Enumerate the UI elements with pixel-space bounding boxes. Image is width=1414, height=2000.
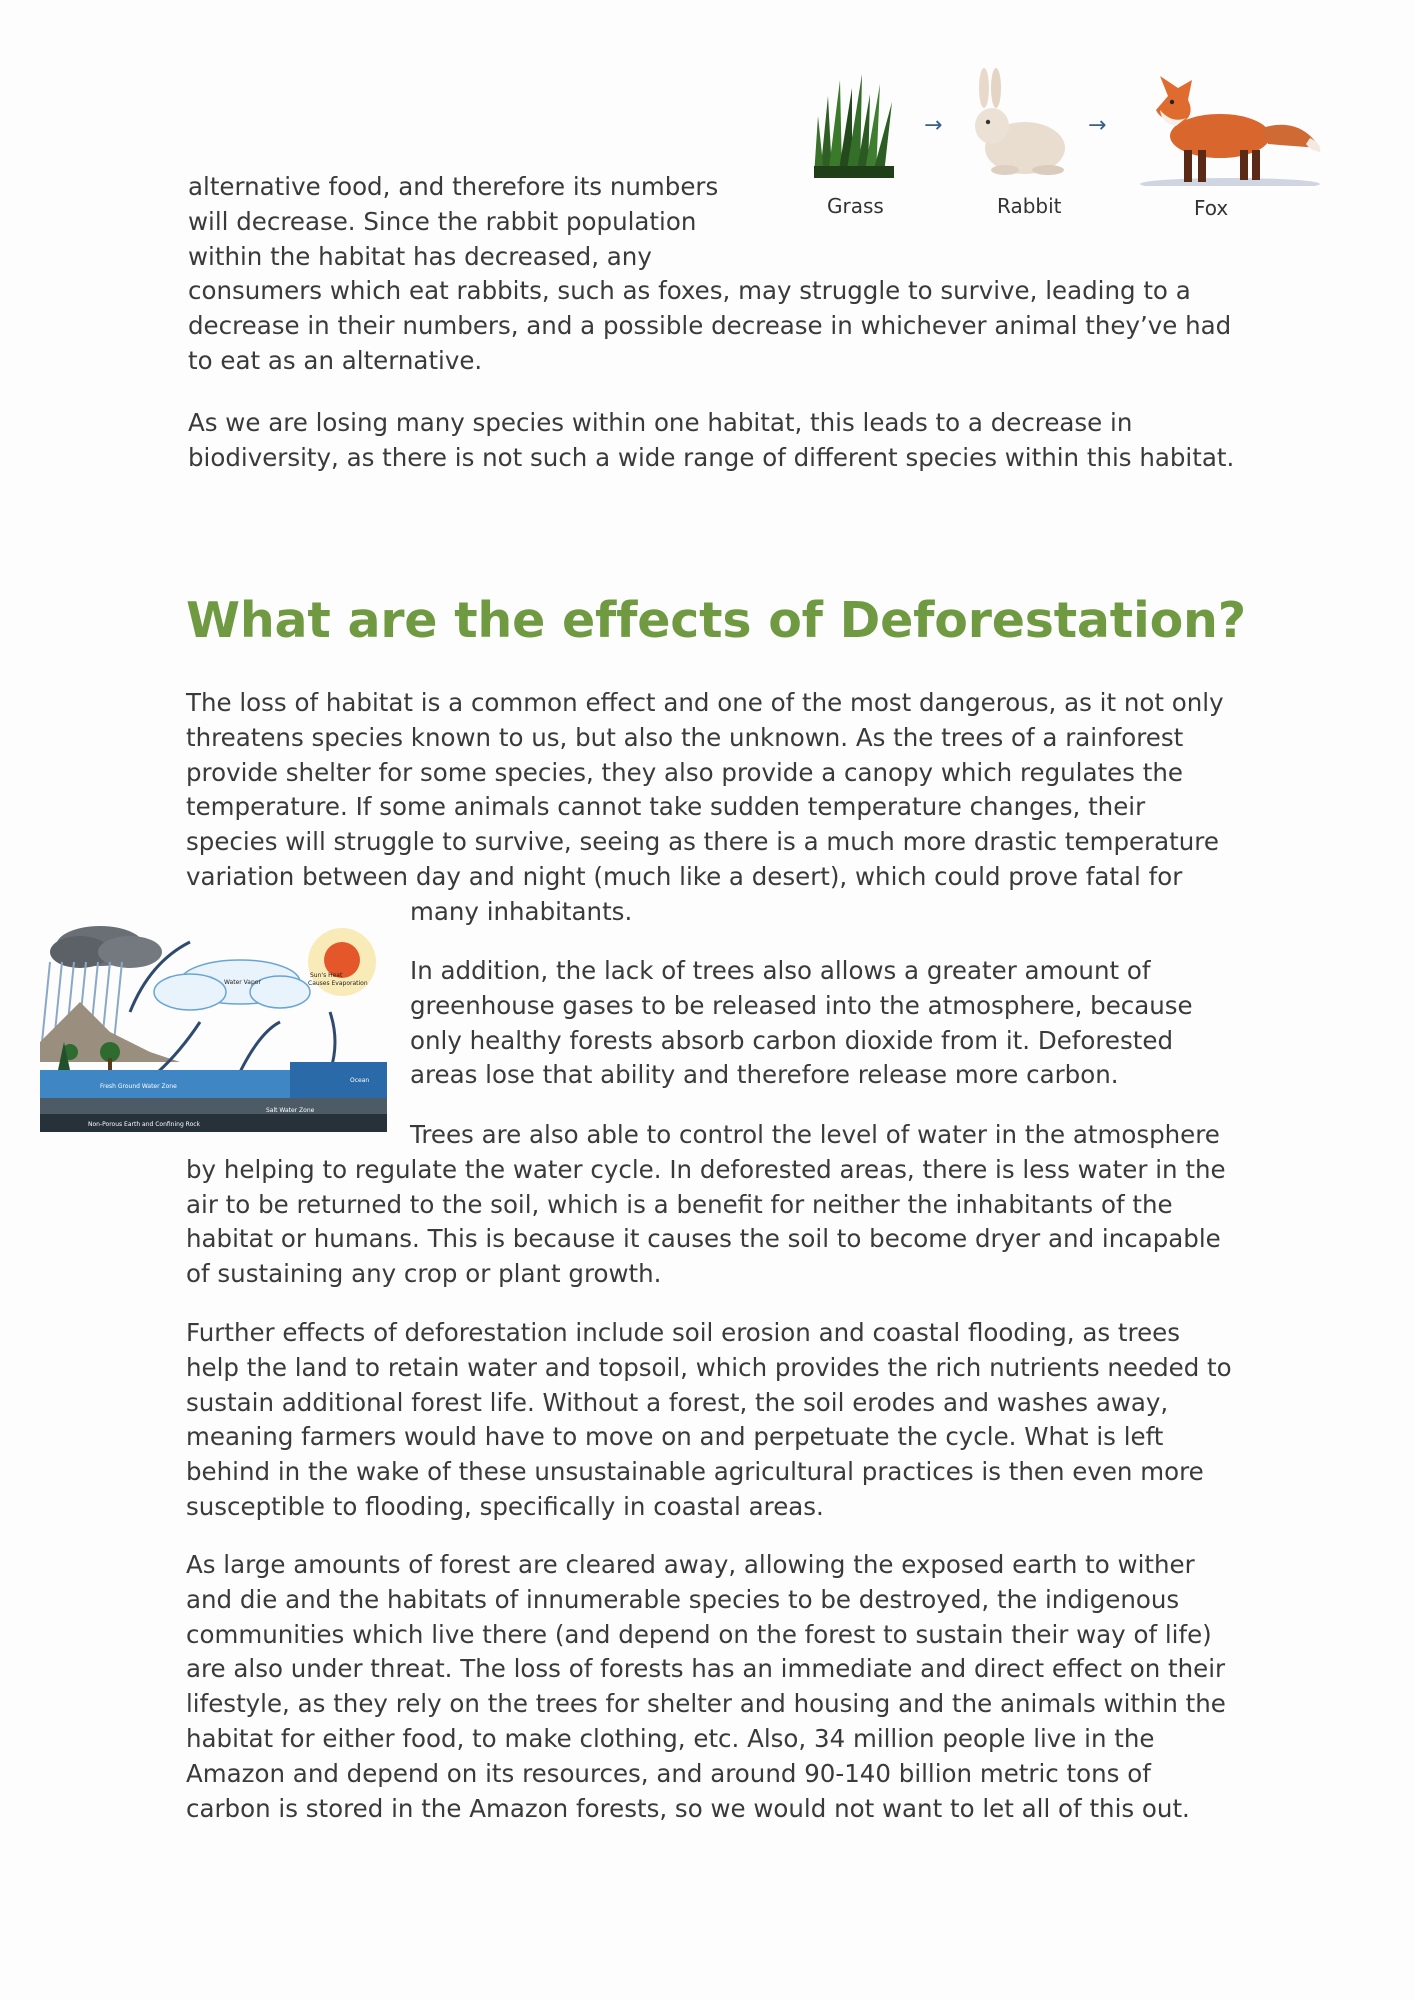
- non-porous-label: Non-Porous Earth and Confining Rock: [88, 1121, 201, 1128]
- water-cycle-paragraph: [186, 1118, 1226, 1292]
- text-line: provide shelter for some species, they also provide a canopy which regulates the: [186, 757, 1183, 787]
- habitat-paragraph: [186, 686, 1224, 930]
- text-line: to eat as an alternative.: [188, 345, 483, 375]
- erosion-paragraph: [186, 1316, 1232, 1525]
- grass-image: [814, 74, 894, 178]
- text-line: areas lose that ability and therefore release more carbon.: [410, 1060, 1119, 1090]
- text-line: air to be returned to the soil, which is a benefit for neither the inhabitants of the: [186, 1189, 1173, 1219]
- text-line: consumers which eat rabbits, such as foxes, may struggle to survive, leading to a: [188, 276, 1191, 306]
- intro-paragraph: [188, 170, 1231, 379]
- text-line: variation between day and night (much like a desert), which could prove fatal for: [186, 861, 1183, 891]
- text-line: communities which live there (and depend on the forest to sustain their way of life): [186, 1619, 1212, 1649]
- text-line: habitat or humans. This is because it causes the soil to become dryer and incapable: [186, 1224, 1221, 1254]
- water-cycle-drawing: [40, 902, 387, 1132]
- fresh-ground-water-label: Fresh Ground Water Zone: [100, 1083, 177, 1090]
- text-line: within the habitat has decreased, any: [188, 241, 652, 271]
- text-line: by helping to regulate the water cycle. In deforested areas, there is less water in the: [186, 1154, 1226, 1184]
- section-heading: What are the effects of Deforestation?: [186, 592, 1246, 649]
- text-line: susceptible to flooding, specifically in coastal areas.: [186, 1491, 824, 1521]
- text-line: habitat for either food, to make clothing, etc. Also, 34 million people live in the: [186, 1723, 1155, 1753]
- arrow-icon-1: →: [924, 113, 943, 138]
- text-line: As we are losing many species within one habitat, this leads to a decrease in: [188, 408, 1133, 437]
- text-line: As large amounts of forest are cleared away, allowing the exposed earth to wither: [186, 1550, 1195, 1579]
- greenhouse-paragraph: [410, 954, 1193, 1093]
- text-line: of sustaining any crop or plant growth.: [186, 1259, 662, 1289]
- grass-label: Grass: [827, 194, 884, 218]
- sun-heat-label: Sun's Heat: [310, 972, 343, 979]
- water-cycle-diagram: [40, 902, 387, 1132]
- text-line: help the land to retain water and topsoil, which provides the rich nutrients needed to: [186, 1352, 1232, 1382]
- text-line: many inhabitants.: [410, 896, 633, 926]
- text-line: sustain additional forest life. Without a forest, the soil erodes and washes away,: [186, 1387, 1169, 1417]
- text-line: carbon is stored in the Amazon forests, so we would not want to let all of this out.: [186, 1793, 1190, 1823]
- rabbit-label: Rabbit: [997, 194, 1062, 218]
- rabbit-image: [975, 68, 1065, 175]
- fox-label: Fox: [1194, 196, 1229, 220]
- indigenous-paragraph: [186, 1548, 1226, 1826]
- food-chain-drawing: [800, 66, 1330, 186]
- text-line: behind in the wake of these unsustainable agricultural practices is then even more: [186, 1457, 1204, 1487]
- arrow-icon-2: →: [1088, 113, 1107, 138]
- text-line: threatens species known to us, but also the unknown. As the trees of a rainforest: [186, 722, 1184, 752]
- text-line: greenhouse gases to be released into the atmosphere, because: [410, 990, 1193, 1020]
- water-vapor-label: Water Vapor: [224, 979, 261, 986]
- text-line: Amazon and depend on its resources, and around 90-140 billion metric tons of: [186, 1758, 1151, 1788]
- text-line: species will struggle to survive, seeing as there is a much more drastic temperature: [186, 827, 1219, 857]
- text-line: Further effects of deforestation include soil erosion and coastal flooding, as trees: [186, 1318, 1180, 1347]
- text-line: temperature. If some animals cannot take sudden temperature changes, their: [186, 792, 1146, 822]
- text-line: lifestyle, as they rely on the trees for shelter and housing and the animals within the: [186, 1689, 1226, 1719]
- evaporation-label: Causes Evaporation: [308, 980, 368, 987]
- text-line: The loss of habitat is a common effect and one of the most dangerous, as it not only: [186, 688, 1224, 717]
- text-line: only healthy forests absorb carbon dioxide from it. Deforested: [410, 1025, 1174, 1055]
- text-line: biodiversity, as there is not such a wide range of different species within this habitat.: [188, 442, 1235, 472]
- text-line: are also under threat. The loss of forests has an immediate and direct effect on their: [186, 1654, 1226, 1684]
- salt-water-label: Salt Water Zone: [266, 1107, 315, 1114]
- text-line: decrease in their numbers, and a possible decrease in whichever animal they’ve had: [188, 311, 1232, 341]
- ocean-label: Ocean: [350, 1077, 370, 1084]
- text-line: In addition, the lack of trees also allows a greater amount of: [410, 956, 1151, 985]
- text-line: Trees are also able to control the level of water in the atmosphere: [410, 1120, 1220, 1149]
- biodiversity-paragraph: [188, 406, 1234, 476]
- text-line: will decrease. Since the rabbit population: [188, 206, 697, 236]
- text-line: and die and the habitats of innumerable species to be destroyed, the indigenous: [186, 1584, 1180, 1614]
- text-line: meaning farmers would have to move on and perpetuate the cycle. What is left: [186, 1422, 1164, 1452]
- text-line: alternative food, and therefore its numbers: [188, 172, 719, 201]
